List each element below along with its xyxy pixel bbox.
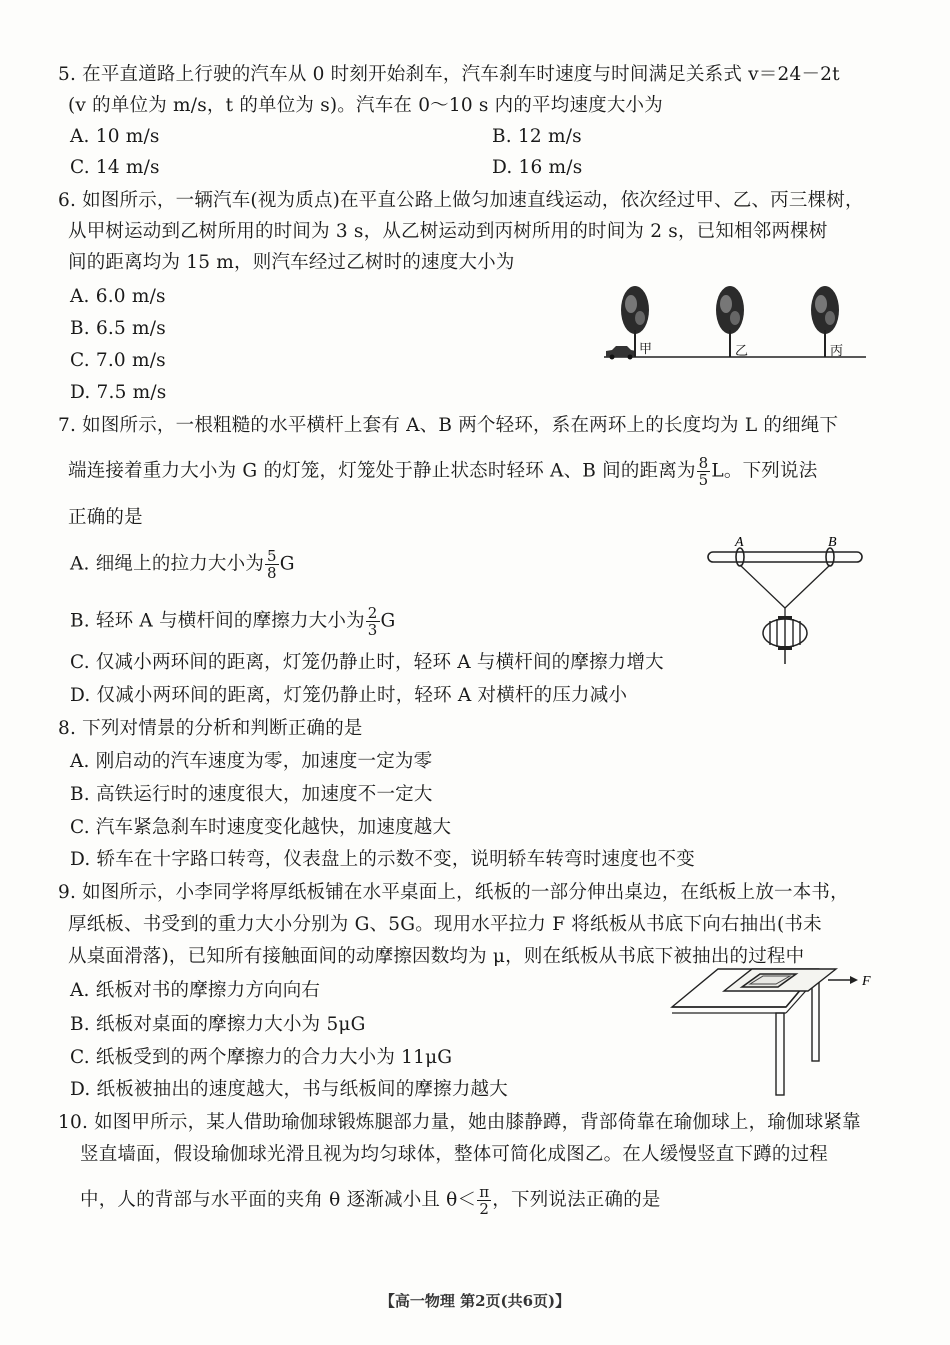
tree-label-bing: 丙 [830,344,844,359]
q6-option-d: D. 7.5 m/s [70,382,167,403]
q5-option-a: A. 10 m/s [70,126,160,147]
q5-stem-line2: (v 的单位为 m/s，t 的单位为 s)。汽车在 0～10 s 内的平均速度大小为 [68,95,663,116]
q9-stem-line2: 厚纸板、书受到的重力大小分别为 G、5G。现用水平拉力 F 将纸板从书底下向右抽出(书未 [68,914,822,935]
q7-option-b: B. 轻环 A 与横杆间的摩擦力大小为 $\frac{2}{3}$ G [70,604,396,639]
q8-option-b: B. 高铁运行时的速度很大，加速度不一定大 [70,784,433,805]
q9-option-c: C. 纸板受到的两个摩擦力的合力大小为 11μG [70,1047,453,1068]
q5-option-d: D. 16 m/s [492,157,583,178]
q7-stem-line3: 正确的是 [68,507,143,528]
lantern-icon [763,616,807,664]
q8-option-a: A. 刚启动的汽车速度为零，加速度一定为零 [70,751,433,772]
q10-stem-line1: 10. 如图甲所示，某人借助瑜伽球锻炼腿部力量，她由膝静蹲，背部倚靠在瑜伽球上，瑜伽球紧靠 [58,1112,861,1133]
q6-stem-line2: 从甲树运动到乙树所用的时间为 3 s，从乙树运动到丙树所用的时间为 2 s，已知相邻两棵树 [68,221,828,242]
q7-fraction-8-5: $\frac{8}{5}$ [698,454,709,489]
q8-option-d: D. 轿车在十字路口转弯，仪表盘上的示数不变，说明轿车转弯时速度也不变 [70,849,695,870]
q6-option-b: B. 6.5 m/s [70,318,166,339]
q10-fraction-pi-2: $\frac{\pi}{2}$ [479,1183,490,1218]
q7-fraction-5-8: $\frac{5}{8}$ [267,547,277,582]
q9-stem-line1: 9. 如图所示，小李同学将厚纸板铺在水平桌面上，纸板的一部分伸出桌边，在纸板上放一本书， [58,882,849,903]
q7-option-d: D. 仅减小两环间的距离，灯笼仍静止时，轻环 A 对横杆的压力减小 [70,685,628,706]
q5-option-b: B. 12 m/s [492,126,582,147]
q9-table-figure [668,965,888,1100]
q6-trees-figure [600,280,870,365]
q10-stem-line2: 竖直墙面，假设瑜伽球光滑且视为均匀球体，整体可简化成图乙。在人缓慢竖直下蹲的过程 [80,1144,829,1165]
q6-option-a: A. 6.0 m/s [70,286,166,307]
q5-stem-line1: 5. 在平直道路上行驶的汽车从 0 时刻开始刹车，汽车刹车时速度与时间满足关系式 v＝24－2t [58,64,840,85]
tree-label-jia: 甲 [639,342,653,357]
page-footer: 【高一物理 第2页(共6页)】 [379,1292,571,1310]
q6-stem-line3: 间的距离均为 15 m，则汽车经过乙树时的速度大小为 [68,252,515,273]
q7-option-c: C. 仅减小两环间的距离，灯笼仍静止时，轻环 A 与横杆间的摩擦力增大 [70,652,664,673]
q10-stem-line3: 中，人的背部与水平面的夹角 θ 逐渐减小且 θ＜ $\frac{\pi}{2}$ ，下列说法正确的是 [80,1183,661,1218]
ring-b-label: B [828,535,837,550]
q8-stem: 8. 下列对情景的分析和判断正确的是 [58,718,363,739]
q8-option-c: C. 汽车紧急刹车时速度变化越快，加速度越大 [70,817,452,838]
q5-option-c: C. 14 m/s [70,157,160,178]
q9-stem-line3: 从桌面滑落)，已知所有接触面间的动摩擦因数均为 μ，则在纸板从书底下被抽出的过程中 [68,946,805,967]
q9-option-d: D. 纸板被抽出的速度越大，书与纸板间的摩擦力越大 [70,1079,508,1100]
q6-stem-line1: 6. 如图所示，一辆汽车(视为质点)在平直公路上做匀加速直线运动，依次经过甲、乙、丙三棵树， [58,190,864,211]
q9-option-b: B. 纸板对桌面的摩擦力大小为 5μG [70,1014,366,1035]
q7-stem-line1: 7. 如图所示，一根粗糙的水平横杆上套有 A、B 两个轻环，系在两环上的长度均为 L 的细绳下 [58,415,839,436]
force-label: F [862,974,871,989]
tree-label-yi: 乙 [735,344,749,359]
q9-option-a: A. 纸板对书的摩擦力方向向右 [70,980,321,1001]
q7-fraction-2-3: $\frac{2}{3}$ [367,604,378,639]
q7-lantern-figure [700,530,870,670]
ring-a-label: A [735,535,744,550]
q7-stem-line2: 端连接着重力大小为 G 的灯笼，灯笼处于静止状态时轻环 A、B 间的距离为 $\frac{8}{5}$ L。下列说法 [68,454,818,489]
q6-option-c: C. 7.0 m/s [70,350,166,371]
q7-option-a: A. 细绳上的拉力大小为 $\frac{5}{8}$ G [70,547,295,582]
